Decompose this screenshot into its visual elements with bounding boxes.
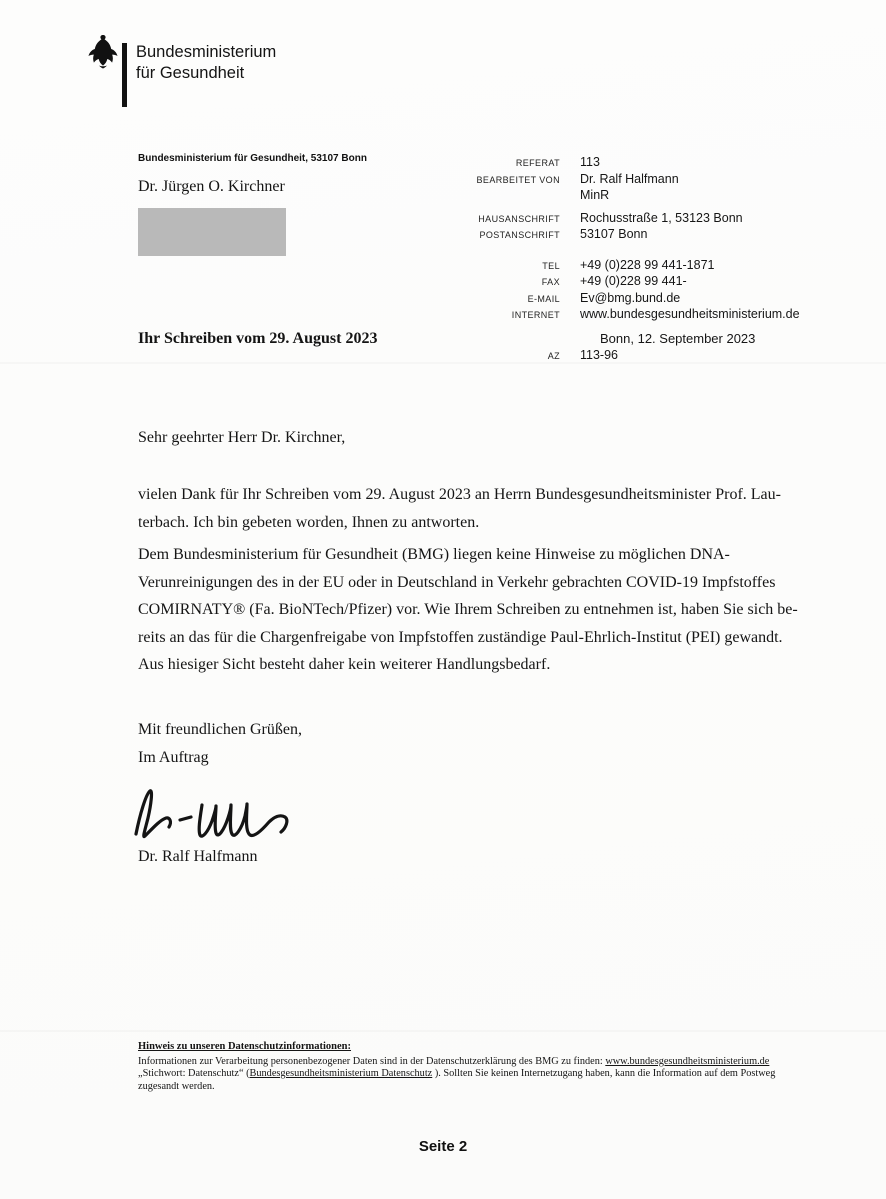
paragraph-line: terbach. Ich bin gebeten worden, Ihnen zu antworten. [138,513,480,531]
contact-info-block [398,155,818,324]
privacy-footer-text [138,1056,790,1094]
paragraph-line: vielen Dank für Ihr Schreiben vom 29. August 2023 an Herrn Bundesgesundheitsminister Prof. Lau- [138,486,781,503]
paragraph-line: COMIRNATY® (Fa. BioNTech/Pfizer) vor. Wie Ihrem Schreiben zu entnehmen ist, haben Sie sich be- [138,601,798,618]
az-row [398,348,818,365]
info-row-bearbeitet-von [398,172,818,189]
footer-url-link: www.bundesgesundheitsministerium.de [605,1055,770,1067]
info-value: MinR [580,188,610,202]
recipient-name: Dr. Jürgen O. Kirchner [138,178,285,195]
handwritten-signature [128,778,303,850]
info-row-internet [398,307,818,324]
info-label: HAUSANSCHRIFT [478,213,560,224]
info-row-fax [398,274,818,291]
salutation: Sehr geehrter Herr Dr. Kirchner, [138,429,346,446]
info-value: +49 (0)228 99 441- [580,274,687,288]
paragraph-2 [138,541,810,679]
letterhead [86,30,346,110]
paragraph-1 [138,481,810,536]
info-row-referat [398,155,818,172]
info-row-postanschrift [398,227,818,244]
privacy-footer [138,1041,790,1093]
ministry-name-line1: Bundesministerium [136,43,277,61]
paragraph-line: Aus hiesiger Sicht besteht daher kein weiterer Handlungsbedarf. [138,656,551,673]
paragraph-line: reits an das für die Chargenfreigabe von Impfstoffen zuständige Paul-Ehrlich-Institut (PEI) gewandt. [138,628,783,646]
info-label: E-MAIL [527,293,560,304]
footer-text-part1: Informationen zur Verarbeitung personenbezogener Daten sind in der Datenschutzerklärung des BMG zu finden: [138,1055,606,1067]
info-row-email [398,291,818,308]
redacted-address-block [138,208,286,256]
place-and-date: Bonn, 12. September 2023 [600,331,756,346]
info-row-tel [398,258,818,275]
scan-fold-line [0,1030,886,1032]
footer-datenschutz-link: Bundesgesundheitsministerium Datenschutz [249,1068,433,1080]
sender-return-address: Bundesministerium für Gesundheit, 53107 Bonn [138,153,367,164]
privacy-footer-heading: Hinweis zu unseren Datenschutzinformationen: [138,1041,352,1052]
footer-text-part2: „Stichwort: Datenschutz“ ( [138,1068,250,1080]
info-label: REFERAT [515,158,560,168]
closing-phrase: Mit freundlichen Grüßen, [138,721,302,738]
signer-name: Dr. Ralf Halfmann [138,848,258,865]
info-value: 53107 Bonn [580,227,648,241]
info-value: Dr. Ralf Halfmann [580,171,679,186]
footer-text-part3: ). Sollten Sie keinen Internetzugang haben, kann die Information auf dem Postweg zugesandt werden. [138,1068,776,1092]
ministry-name [136,42,276,84]
info-value: Ev@bmg.bund.de [580,290,681,305]
info-value: Rochusstraße 1, 53123 Bonn [580,210,743,225]
info-label: BEARBEITET VON [476,174,560,185]
info-label: TEL [542,260,560,271]
paragraph-line: Verunreinigungen des in der EU oder in Deutschland in Verkehr gebrachten COVID-19 Impfstoffes [138,573,776,591]
page-number: Seite 2 [418,1138,468,1155]
info-label: INTERNET [511,310,560,320]
subject-line: Ihr Schreiben vom 29. August 2023 [138,330,378,347]
az-label: AZ [547,351,560,361]
info-value: 113 [580,155,600,169]
az-value: 113-96 [580,348,618,362]
info-value: +49 (0)228 99 441-1871 [580,257,715,272]
info-row-minr [398,188,818,204]
info-row-hausanschrift [398,211,818,228]
german-federal-eagle-icon [86,32,120,70]
info-label: POSTANSCHRIFT [479,230,560,240]
info-value: www.bundesgesundheitsministerium.de [580,307,800,321]
info-label: FAX [541,277,560,287]
ministry-name-line2: für Gesundheit [136,64,245,82]
paragraph-line: Dem Bundesministerium für Gesundheit (BMG) liegen keine Hinweise zu möglichen DNA- [138,546,730,563]
im-auftrag: Im Auftrag [138,749,209,766]
letterhead-bar [122,43,127,107]
